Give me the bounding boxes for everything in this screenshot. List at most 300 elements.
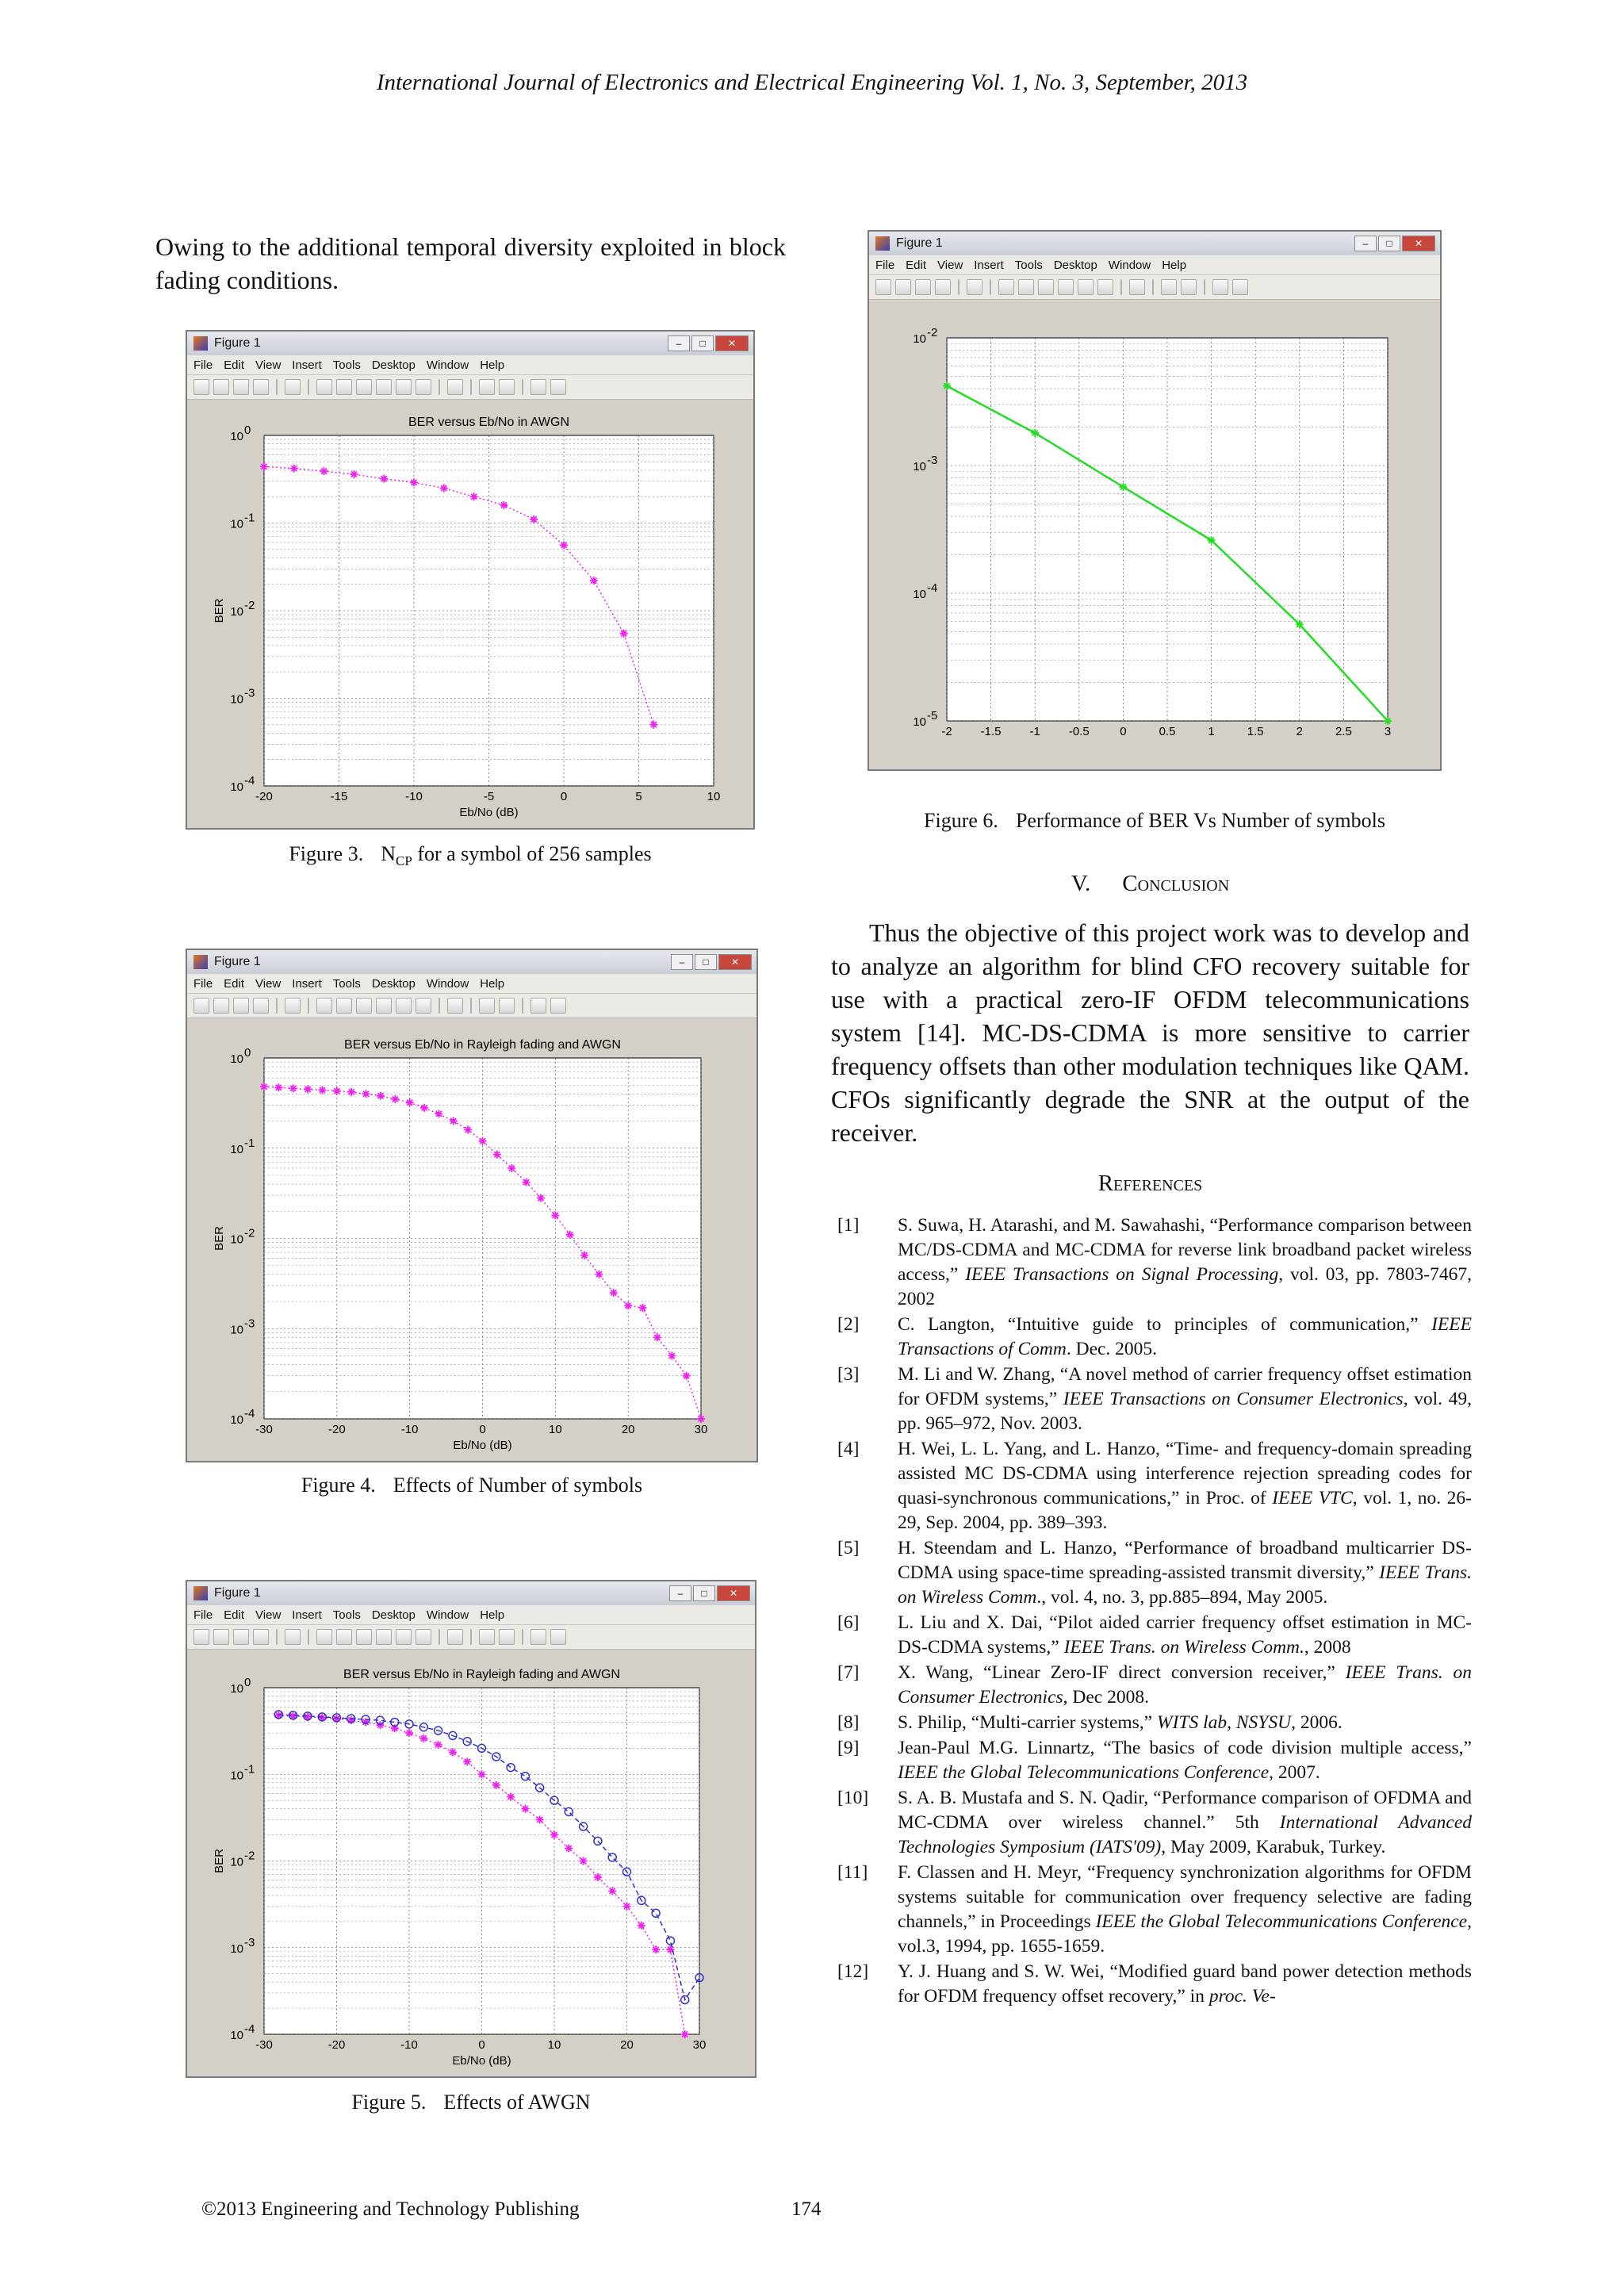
- reference-venue: IEEE Trans. on Wireless Comm.: [1063, 1637, 1304, 1658]
- reference-venue: WITS lab, NSYSU: [1157, 1712, 1292, 1733]
- data-point: [478, 1770, 486, 1778]
- reference-text: [898, 1960, 1472, 2009]
- x-tick-label: 0: [479, 1423, 486, 1436]
- zoom-out-icon[interactable]: [336, 998, 352, 1014]
- reference-number: [5]: [837, 1538, 860, 1558]
- arrow-icon[interactable]: [285, 1629, 301, 1645]
- y-tick-label: 10: [913, 332, 926, 346]
- x-tick-label: -5: [483, 790, 495, 803]
- zoom-in-icon[interactable]: [316, 379, 332, 395]
- toolbar-separator: [308, 1629, 309, 1645]
- legend-icon[interactable]: [499, 1629, 515, 1645]
- reference-venue: IEEE Transactions of Comm: [898, 1314, 1472, 1359]
- reference-details: . Dec. 2005.: [1066, 1339, 1158, 1359]
- print-icon[interactable]: [253, 1629, 269, 1645]
- y-tick-exponent: -2: [244, 1849, 255, 1863]
- conclusion-heading: [831, 871, 1469, 897]
- x-tick-label: -10: [400, 1423, 419, 1436]
- close-button[interactable]: ✕: [717, 1585, 750, 1601]
- reference-text: [898, 1611, 1472, 1660]
- menu-item-view[interactable]: View: [937, 258, 963, 272]
- reference-item: [837, 1611, 1472, 1660]
- y-tick-exponent: -3: [927, 454, 938, 467]
- x-tick-label: -20: [255, 790, 273, 803]
- y-axis-label: BER: [213, 1226, 226, 1251]
- x-tick-label: 30: [694, 1423, 708, 1436]
- hide-tools-icon[interactable]: [530, 379, 546, 395]
- y-tick-label: 10: [230, 1323, 243, 1337]
- close-button[interactable]: ✕: [1402, 236, 1435, 251]
- y-tick-label: 10: [913, 715, 926, 729]
- link-icon[interactable]: [1129, 279, 1145, 295]
- new-file-icon[interactable]: [875, 279, 891, 295]
- x-tick-label: 20: [620, 2038, 634, 2052]
- chart-title: BER versus Eb/No in Rayleigh fading and AWGN: [344, 1038, 621, 1052]
- y-tick-label: 10: [230, 1142, 243, 1156]
- window-titlebar[interactable]: [187, 1581, 755, 1605]
- menu-item-file[interactable]: File: [193, 358, 213, 372]
- y-tick-label: 10: [230, 1682, 243, 1696]
- minimize-button[interactable]: –: [1354, 236, 1377, 251]
- open-file-icon[interactable]: [213, 1629, 229, 1645]
- toolbar-separator: [308, 379, 309, 395]
- y-tick-exponent: 0: [244, 1046, 251, 1060]
- show-tools-icon[interactable]: [1232, 279, 1248, 295]
- menu-item-edit[interactable]: Edit: [224, 1608, 245, 1622]
- open-file-icon[interactable]: [213, 998, 229, 1014]
- brush-icon[interactable]: [1097, 279, 1113, 295]
- pan-icon[interactable]: [356, 1629, 372, 1645]
- hide-tools-icon[interactable]: [530, 1629, 546, 1645]
- print-icon[interactable]: [253, 998, 269, 1014]
- menu-item-window[interactable]: Window: [426, 358, 469, 372]
- zoom-in-icon[interactable]: [316, 1629, 332, 1645]
- x-tick-label: -30: [255, 2038, 273, 2052]
- rotate-icon[interactable]: [376, 1629, 392, 1645]
- new-file-icon[interactable]: [193, 1629, 209, 1645]
- data-point: [1384, 717, 1392, 725]
- pan-icon[interactable]: [356, 379, 372, 395]
- y-tick-label: 10: [230, 1855, 243, 1869]
- fig3-plot: [187, 400, 753, 827]
- link-icon[interactable]: [447, 1629, 463, 1645]
- save-icon[interactable]: [233, 379, 249, 395]
- x-tick-label: 2: [1296, 725, 1303, 738]
- save-icon[interactable]: [233, 1629, 249, 1645]
- x-tick-label: 20: [621, 1423, 635, 1436]
- menu-bar: [869, 255, 1440, 275]
- reference-number: [4]: [837, 1439, 860, 1459]
- journal-header: International Journal of Electronics and Electrical Engineering Vol. 1, No. 3, September, 2013: [376, 70, 1248, 95]
- reference-authors-title: C. Langton, “Intuitive guide to principles of communication,”: [898, 1314, 1432, 1335]
- rotate-icon[interactable]: [376, 379, 392, 395]
- reference-authors-title: S. Philip, “Multi-carrier systems,”: [898, 1712, 1157, 1733]
- y-tick-label: 10: [230, 1232, 243, 1247]
- y-tick-label: 10: [230, 780, 243, 794]
- menu-item-help[interactable]: Help: [480, 976, 505, 991]
- menu-item-insert[interactable]: Insert: [292, 358, 322, 372]
- references-heading: [831, 1171, 1469, 1197]
- y-tick-label: 10: [913, 460, 926, 473]
- minimize-button[interactable]: –: [668, 335, 690, 351]
- reference-number: [9]: [837, 1738, 860, 1758]
- toolbar-separator: [1152, 279, 1154, 295]
- toolbar-separator: [439, 998, 440, 1014]
- y-tick-exponent: -4: [244, 1407, 255, 1420]
- show-tools-icon[interactable]: [550, 379, 566, 395]
- x-tick-label: -15: [330, 790, 348, 803]
- x-tick-label: -1.5: [980, 725, 1002, 738]
- arrow-icon[interactable]: [285, 998, 301, 1014]
- menu-item-edit[interactable]: Edit: [906, 258, 927, 272]
- window-titlebar[interactable]: [869, 232, 1440, 255]
- window-title: Figure 1: [214, 336, 261, 350]
- y-tick-label: 10: [230, 605, 243, 619]
- figure3-caption-text: for a symbol of 256 samples: [412, 842, 652, 865]
- minimize-button[interactable]: –: [669, 1585, 691, 1601]
- y-tick-exponent: -3: [244, 1935, 255, 1949]
- arrow-icon[interactable]: [967, 279, 982, 295]
- reference-item: [837, 1536, 1472, 1610]
- figure-toolbar: [187, 994, 756, 1018]
- reference-list: [837, 1213, 1472, 2010]
- reference-venue: proc. Ve-: [1208, 1986, 1276, 2007]
- window-title: Figure 1: [896, 236, 943, 250]
- x-tick-label: -10: [405, 790, 423, 803]
- reference-text: [898, 1213, 1472, 1312]
- reference-item: [837, 1711, 1472, 1735]
- hide-tools-icon[interactable]: [1212, 279, 1228, 295]
- conclusion-title: Conclusion: [1122, 871, 1230, 896]
- legend-icon[interactable]: [499, 998, 515, 1014]
- figure6-caption-label: Figure 6.: [924, 809, 998, 832]
- legend-icon[interactable]: [499, 379, 515, 395]
- rotate-icon[interactable]: [1058, 279, 1074, 295]
- menu-item-tools[interactable]: Tools: [1014, 258, 1043, 272]
- y-tick-label: 10: [230, 1941, 243, 1956]
- zoom-out-icon[interactable]: [336, 379, 352, 395]
- zoom-in-icon[interactable]: [316, 998, 332, 1014]
- reference-number: [10]: [837, 1788, 869, 1808]
- menu-item-window[interactable]: Window: [426, 1608, 469, 1622]
- y-tick-exponent: -1: [244, 1762, 255, 1777]
- toolbar-separator: [958, 279, 959, 295]
- menu-item-file[interactable]: File: [875, 258, 895, 272]
- reference-authors-title: L. Liu and X. Dai, “Pilot aided carrier frequency offset estimation in MC-DS-CDMA systems,”: [898, 1612, 1472, 1658]
- footer-copyright: ©2013 Engineering and Technology Publishing: [201, 2198, 580, 2220]
- x-tick-label: 0: [1120, 725, 1127, 738]
- menu-bar: [187, 355, 753, 375]
- toolbar-separator: [470, 1629, 472, 1645]
- menu-item-desktop[interactable]: Desktop: [371, 976, 416, 991]
- y-tick-exponent: -2: [927, 326, 938, 339]
- reference-number: [7]: [837, 1662, 860, 1683]
- toolbar-separator: [522, 379, 523, 395]
- zoom-out-icon[interactable]: [336, 1629, 352, 1645]
- y-tick-label: 10: [230, 1413, 243, 1427]
- toolbar-separator: [522, 998, 523, 1014]
- show-tools-icon[interactable]: [550, 1629, 566, 1645]
- hide-tools-icon[interactable]: [530, 998, 546, 1014]
- reference-item: [837, 1786, 1472, 1860]
- toolbar-separator: [522, 1629, 523, 1645]
- x-tick-label: 10: [547, 2038, 561, 2052]
- reference-item: [837, 1736, 1472, 1785]
- menu-item-edit[interactable]: Edit: [224, 976, 245, 991]
- y-tick-exponent: -2: [244, 1226, 255, 1240]
- reference-text: [898, 1363, 1472, 1436]
- chart-title: BER versus Eb/No in Rayleigh fading and AWGN: [343, 1668, 620, 1681]
- pan-icon[interactable]: [356, 998, 372, 1014]
- zoom-out-icon[interactable]: [1018, 279, 1034, 295]
- figure3-caption-n: N: [381, 842, 396, 865]
- y-tick-exponent: 0: [244, 424, 251, 437]
- fig5-plot: [187, 1650, 755, 2076]
- y-axis-label: BER: [213, 598, 226, 623]
- menu-item-help[interactable]: Help: [480, 358, 505, 372]
- x-tick-label: -0.5: [1068, 725, 1090, 738]
- reference-venue: IEEE the Global Telecommunications Conference: [1095, 1911, 1468, 1932]
- reference-number: [2]: [837, 1314, 860, 1335]
- reference-authors-title: Jean-Paul M.G. Linnartz, “The basics of code division multiple access,”: [898, 1738, 1472, 1758]
- print-icon[interactable]: [253, 379, 269, 395]
- data-point: [590, 577, 598, 585]
- rotate-icon[interactable]: [376, 998, 392, 1014]
- figure3-caption-label: Figure 3.: [289, 842, 364, 865]
- toolbar-separator: [276, 379, 278, 395]
- colorbar-icon[interactable]: [479, 379, 495, 395]
- conclusion-paragraph: Thus the objective of this project work was to develop and to analyze an algorithm for blind CFO recovery suitable for use with a practical zero-IF OFDM telecommunications system [14]. MC-DS-CDMA is more sensitive to carrier frequency offsets than other modulation techniques like QAM. CFOs significantly degrade the SNR at the output of the receiver.: [831, 918, 1469, 1147]
- maximize-button[interactable]: □: [691, 335, 714, 351]
- figure-toolbar: [187, 1625, 755, 1650]
- figure5-window: [186, 1580, 756, 2078]
- open-file-icon[interactable]: [895, 279, 911, 295]
- close-button[interactable]: ✕: [718, 954, 752, 970]
- reference-details: , May 2009, Karabuk, Turkey.: [1161, 1837, 1386, 1857]
- x-tick-label: 1: [1208, 725, 1215, 738]
- y-tick-label: 10: [230, 692, 243, 707]
- x-tick-label: 10: [548, 1423, 562, 1436]
- x-tick-label: 3: [1384, 725, 1392, 738]
- menu-item-insert[interactable]: Insert: [292, 1608, 322, 1622]
- toolbar-separator: [276, 1629, 278, 1645]
- x-tick-label: 5: [635, 790, 642, 803]
- link-icon[interactable]: [447, 379, 463, 395]
- figure-toolbar: [869, 275, 1440, 300]
- menu-item-file[interactable]: File: [193, 1608, 213, 1622]
- colorbar-icon[interactable]: [479, 998, 495, 1014]
- colorbar-icon[interactable]: [1161, 279, 1177, 295]
- figure-toolbar: [187, 375, 753, 400]
- reference-number: [1]: [837, 1215, 860, 1236]
- reference-authors-title: S. A. B. Mustafa and S. N. Qadir, “Performance comparison of OFDMA and MC-CDMA over wireless channel.” 5th: [898, 1788, 1472, 1833]
- intro-paragraph: Owing to the additional temporal diversity exploited in block fading conditions.: [155, 232, 786, 294]
- close-button[interactable]: ✕: [715, 335, 749, 351]
- figure5-caption: [186, 2091, 756, 2114]
- arrow-icon[interactable]: [285, 379, 301, 395]
- reference-text: [898, 1313, 1472, 1362]
- menu-item-tools[interactable]: Tools: [332, 358, 361, 372]
- menu-item-window[interactable]: Window: [426, 976, 469, 991]
- reference-details: , Dec 2008.: [1063, 1687, 1149, 1708]
- reference-venue: International Advanced Technologies Symposium (IATS'09): [898, 1812, 1472, 1857]
- toolbar-separator: [470, 379, 472, 395]
- reference-details: , vol. 49, pp. 965–972, Nov. 2003.: [898, 1389, 1473, 1434]
- menu-item-tools[interactable]: Tools: [332, 976, 361, 991]
- fig4-plot: [187, 1018, 756, 1460]
- x-tick-label: 30: [692, 2038, 707, 2052]
- menu-item-view[interactable]: View: [255, 1608, 282, 1622]
- x-tick-label: -10: [400, 2038, 418, 2052]
- menu-item-window[interactable]: Window: [1108, 258, 1151, 272]
- y-axis-label: BER: [213, 1849, 226, 1873]
- conclusion-number: V.: [1071, 871, 1091, 896]
- data-cursor-icon[interactable]: [396, 379, 412, 395]
- figure6-caption-text: Performance of BER Vs Number of symbols: [1015, 809, 1385, 832]
- data-point: [697, 1415, 705, 1423]
- y-tick-label: 10: [230, 430, 243, 443]
- reference-number: [6]: [837, 1612, 860, 1633]
- window-titlebar[interactable]: [187, 950, 756, 974]
- reference-details: , 2006.: [1291, 1712, 1342, 1733]
- colorbar-icon[interactable]: [479, 1629, 495, 1645]
- reference-text: [898, 1437, 1472, 1535]
- menu-item-help[interactable]: Help: [1162, 258, 1187, 272]
- data-cursor-icon[interactable]: [396, 1629, 412, 1645]
- reference-number: [12]: [837, 1961, 869, 1982]
- link-icon[interactable]: [447, 998, 463, 1014]
- maximize-button[interactable]: □: [693, 1585, 715, 1601]
- figure4-window: [186, 949, 758, 1462]
- x-tick-label: 10: [707, 790, 721, 803]
- zoom-in-icon[interactable]: [998, 279, 1014, 295]
- maximize-button[interactable]: □: [695, 954, 717, 970]
- reference-text: [898, 1711, 1472, 1735]
- maximize-button[interactable]: □: [1378, 236, 1400, 251]
- print-icon[interactable]: [935, 279, 951, 295]
- open-file-icon[interactable]: [213, 379, 229, 395]
- pan-icon[interactable]: [1038, 279, 1054, 295]
- brush-icon[interactable]: [416, 1629, 431, 1645]
- reference-venue: IEEE Trans. on Consumer Electronics: [898, 1662, 1472, 1708]
- figure5-caption-label: Figure 5.: [351, 2091, 427, 2114]
- x-tick-label: 0: [560, 790, 568, 803]
- toolbar-separator: [1120, 279, 1122, 295]
- figure3-caption: [186, 842, 755, 869]
- figure4-caption-text: Effects of Number of symbols: [393, 1474, 643, 1497]
- y-tick-exponent: 0: [244, 1676, 251, 1689]
- menu-item-help[interactable]: Help: [480, 1608, 505, 1622]
- menu-item-file[interactable]: File: [193, 976, 213, 991]
- fig6-plot: [869, 300, 1440, 769]
- menu-bar: [187, 974, 756, 994]
- reference-details: , vol. 03, pp. 7803-7467, 2002: [898, 1264, 1472, 1309]
- menu-item-view[interactable]: View: [255, 358, 282, 372]
- reference-authors-title: H. Wei, L. L. Yang, and L. Hanzo, “Time- and frequency-domain spreading assisted MC DS-CDMA using interference rejection spreading codes for quasi-synchronous communications,” in Proc. of: [898, 1439, 1472, 1508]
- reference-number: [3]: [837, 1364, 860, 1385]
- data-point: [681, 2030, 689, 2038]
- footer-page-number: 174: [791, 2198, 822, 2220]
- data-cursor-icon[interactable]: [1078, 279, 1094, 295]
- brush-icon[interactable]: [416, 379, 431, 395]
- x-axis-label: Eb/No (dB): [459, 806, 519, 819]
- reference-text: [898, 1536, 1472, 1610]
- legend-icon[interactable]: [1181, 279, 1197, 295]
- menu-item-desktop[interactable]: Desktop: [371, 358, 416, 372]
- x-tick-label: 1.5: [1247, 725, 1264, 738]
- menu-item-insert[interactable]: Insert: [974, 258, 1004, 272]
- x-tick-label: 0.5: [1159, 725, 1176, 738]
- y-tick-label: 10: [230, 1769, 243, 1783]
- reference-text: [898, 1786, 1472, 1860]
- figure3-caption-sub: CP: [396, 853, 412, 869]
- menu-bar: [187, 1605, 755, 1625]
- y-tick-exponent: -3: [244, 686, 255, 700]
- show-tools-icon[interactable]: [550, 998, 566, 1014]
- reference-venue: IEEE Trans. on Wireless Comm: [898, 1562, 1472, 1608]
- reference-authors-title: X. Wang, “Linear Zero-IF direct conversion receiver,”: [898, 1662, 1346, 1683]
- x-axis-label: Eb/No (dB): [452, 2054, 511, 2068]
- figure3-window: [186, 330, 755, 830]
- minimize-button[interactable]: –: [671, 954, 693, 970]
- reference-details: , 2007.: [1269, 1762, 1320, 1783]
- reference-details: , vol.3, 1994, pp. 1655-1659.: [898, 1911, 1472, 1957]
- save-icon[interactable]: [915, 279, 931, 295]
- menu-item-insert[interactable]: Insert: [292, 976, 322, 991]
- matlab-icon: [193, 955, 208, 969]
- reference-details: , 2008: [1304, 1637, 1351, 1658]
- window-title: Figure 1: [214, 955, 261, 968]
- x-axis-label: Eb/No (dB): [453, 1439, 512, 1452]
- new-file-icon[interactable]: [193, 379, 209, 395]
- menu-item-tools[interactable]: Tools: [332, 1608, 361, 1622]
- matlab-icon: [875, 236, 890, 251]
- figure6-window: [868, 230, 1442, 771]
- x-tick-label: -1: [1029, 725, 1040, 738]
- reference-details: , vol. 1, no. 26-29, Sep. 2004, pp. 389–393.: [898, 1488, 1472, 1533]
- y-tick-label: 10: [230, 2029, 243, 2042]
- y-tick-exponent: -5: [927, 709, 938, 723]
- menu-item-edit[interactable]: Edit: [224, 358, 245, 372]
- brush-icon[interactable]: [416, 998, 431, 1014]
- reference-item: [837, 1313, 1472, 1362]
- matlab-icon: [193, 336, 208, 351]
- menu-item-desktop[interactable]: Desktop: [1053, 258, 1097, 272]
- reference-authors-title: Y. J. Huang and S. W. Wei, “Modified guard band power detection methods for OFDM frequency offset recovery,” in: [898, 1961, 1472, 2007]
- y-tick-exponent: -4: [927, 581, 938, 595]
- reference-number: [11]: [837, 1862, 868, 1883]
- window-titlebar[interactable]: [187, 332, 753, 355]
- data-point: [594, 1873, 602, 1881]
- menu-item-desktop[interactable]: Desktop: [371, 1608, 416, 1622]
- reference-venue: IEEE Transactions on Consumer Electronics: [1063, 1389, 1404, 1409]
- data-cursor-icon[interactable]: [396, 998, 412, 1014]
- reference-venue: IEEE Transactions on Signal Processing: [965, 1264, 1279, 1285]
- x-tick-label: -2: [941, 725, 952, 738]
- reference-item: [837, 1960, 1472, 2009]
- menu-item-view[interactable]: View: [255, 976, 282, 991]
- reference-details: ., vol. 4, no. 3, pp.885–894, May 2005.: [1036, 1587, 1328, 1608]
- window-title: Figure 1: [214, 1586, 261, 1600]
- x-tick-label: 2.5: [1335, 725, 1352, 738]
- y-tick-label: 10: [230, 1052, 243, 1066]
- y-tick-exponent: -1: [244, 511, 255, 525]
- save-icon[interactable]: [233, 998, 249, 1014]
- toolbar-separator: [1204, 279, 1205, 295]
- y-tick-exponent: -4: [244, 774, 255, 788]
- new-file-icon[interactable]: [193, 998, 209, 1014]
- x-tick-label: -30: [255, 1423, 273, 1436]
